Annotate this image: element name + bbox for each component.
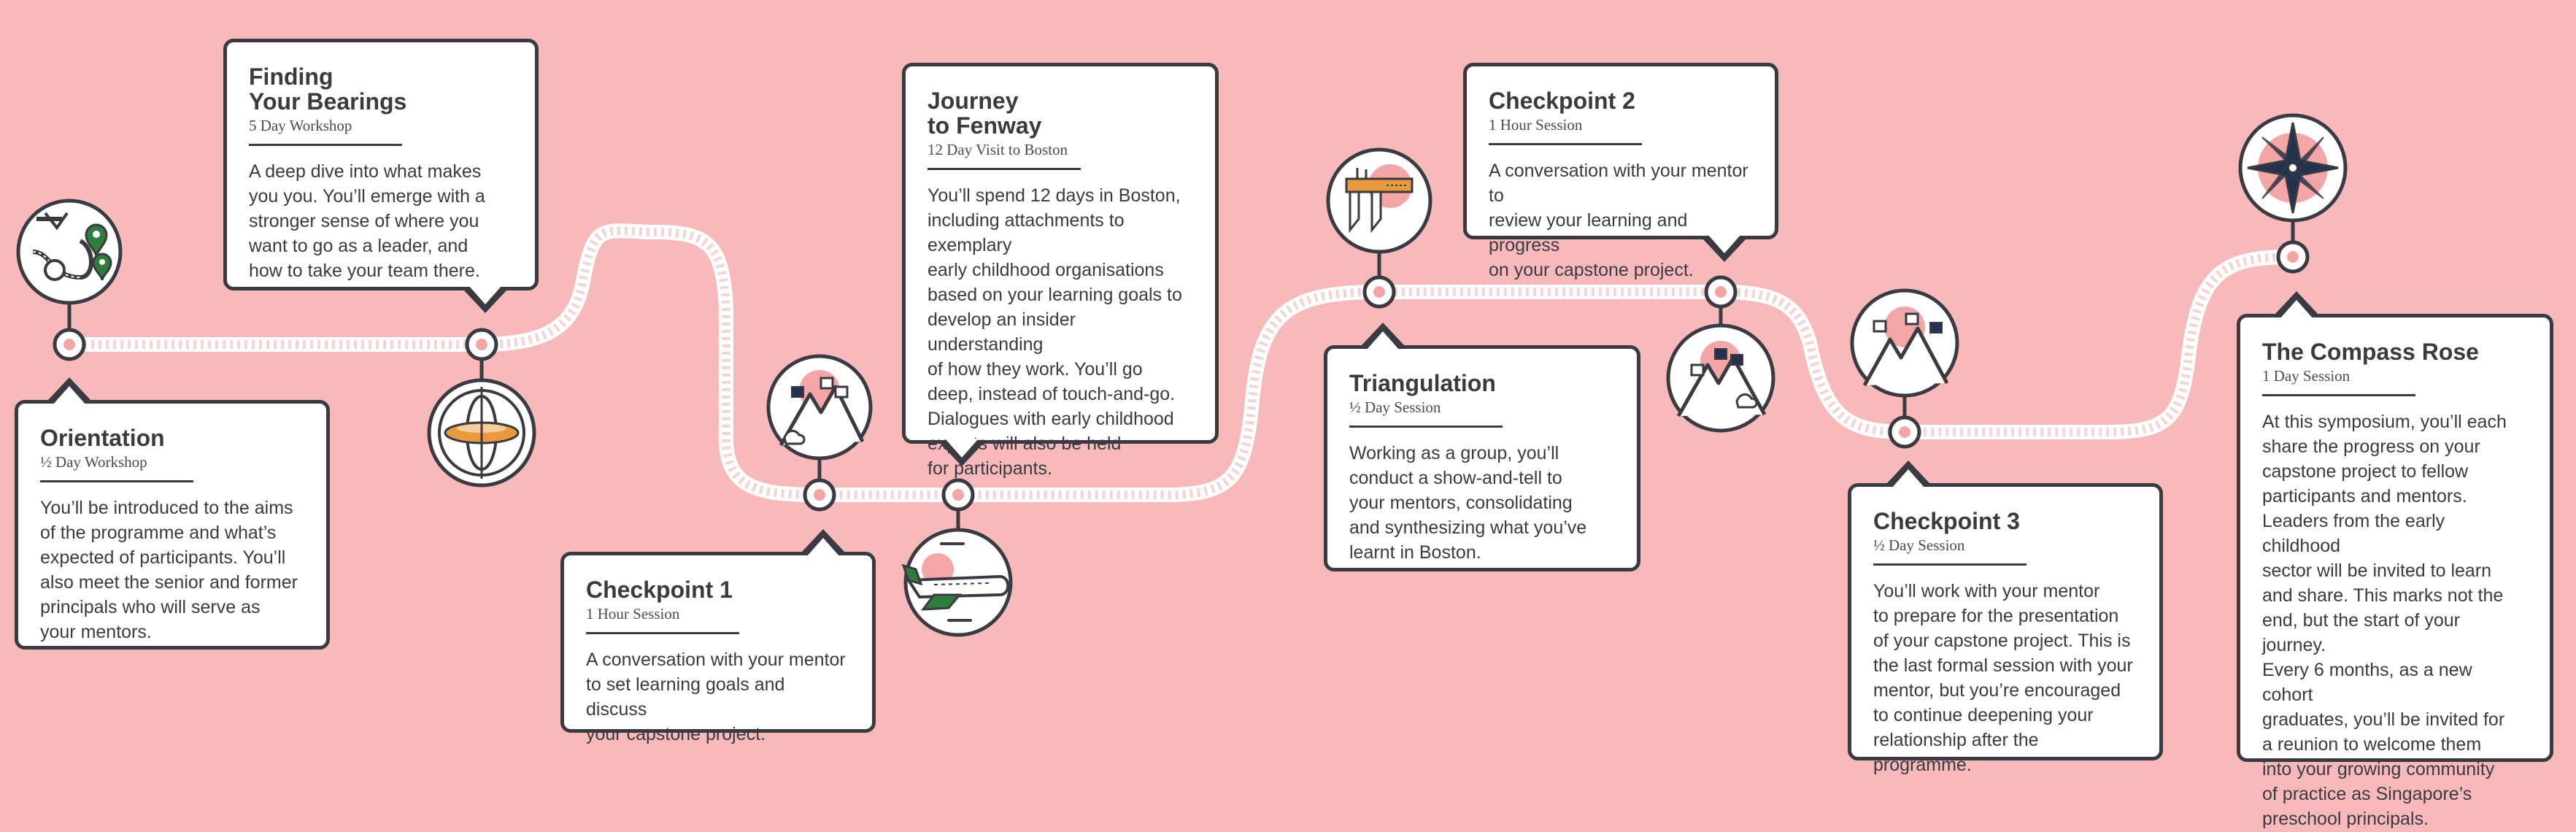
caliper-icon <box>1328 150 1430 252</box>
stage-title: Journey to Fenway <box>928 88 1042 139</box>
stage-title: Checkpoint 2 <box>1489 88 1635 114</box>
stage-description: A deep dive into what makes you you. You’ll emerge with a stronger sense of where you want to go as a leader, and how to take your team there. <box>249 161 485 281</box>
stage-subtitle: ½ Day Session <box>1349 398 1503 428</box>
stage-card-journey-to-fenway <box>902 63 1219 479</box>
map-route-icon <box>18 201 120 303</box>
stage-card-checkpoint-2 <box>1463 63 1778 280</box>
stage-card-finding-your-bearings <box>223 39 539 290</box>
stage-title: Orientation <box>40 425 165 451</box>
stage-description: A conversation with your mentor to review your learning and progress on your capstone project. <box>1489 161 1748 280</box>
stage-title: Triangulation <box>1349 370 1496 396</box>
stage-title: Checkpoint 3 <box>1873 508 2020 534</box>
stage-node-finding-your-bearings <box>429 330 534 485</box>
stage-subtitle: 12 Day Visit to Boston <box>928 141 1081 170</box>
stage-title: Finding Your Bearings <box>249 63 407 115</box>
stage-card-checkpoint-3 <box>1848 483 2163 775</box>
stage-description: Working as a group, you’ll conduct a show-and-tell to your mentors, consolidating and synthesizing what you’ve learnt in Boston. <box>1349 443 1587 563</box>
stage-subtitle: 1 Day Session <box>2262 367 2415 396</box>
stage-description: You’ll work with your mentor to prepare for the presentation of your capstone project. This is the last formal session with your mentor, but you’re encouraged to continue deepening your relationship after the programme. <box>1873 581 2133 775</box>
stage-node-orientation <box>18 201 120 359</box>
stage-node-journey-to-fenway <box>903 480 1011 635</box>
gyroscope-icon <box>429 380 534 485</box>
stage-card-orientation <box>15 400 330 650</box>
stage-title: Checkpoint 1 <box>586 577 733 603</box>
stage-description: You’ll spend 12 days in Boston, including attachments to exemplary early childhood organisations based on your learning goals to develop an insider understanding of how they work. You’ll go deep, instead of touch-and-go. Dialogues with early childhood experts will also be held for participants. <box>928 185 1182 479</box>
stage-description: At this symposium, you’ll each share the progress on your capstone project to fellow participants and mentors. Leaders from the early childhood sector will be invited to learn and share. This marks not the end, but the start of your journey. Every 6 months, as a new cohort graduates, you’ll be invited for a reunion to welcome them into your growing community of practice as Singapore’s preschool principals. <box>2262 412 2507 829</box>
stage-subtitle: 1 Hour Session <box>1489 116 1642 145</box>
airplane-icon <box>903 530 1011 635</box>
compass-rose-icon <box>2240 115 2345 220</box>
mountains-flags-icon <box>1852 290 1957 396</box>
mountains-flags-icon <box>768 356 871 458</box>
stage-card-triangulation <box>1324 345 1640 571</box>
stage-description: A conversation with your mentor to set learning goals and discuss your capstone project. <box>586 650 846 744</box>
stage-description: You’ll be introduced to the aims of the programme and what’s expected of participants. You’ll also meet the senior and former principals who will serve as your mentors. <box>40 498 298 642</box>
stage-title: The Compass Rose <box>2262 339 2479 365</box>
stage-node-the-compass-rose <box>2240 115 2345 271</box>
stage-node-triangulation <box>1328 150 1430 307</box>
stage-card-checkpoint-1 <box>560 552 876 744</box>
stage-card-the-compass-rose <box>2237 314 2553 829</box>
stage-subtitle: ½ Day Session <box>1873 536 2027 566</box>
stage-subtitle: 1 Hour Session <box>586 605 739 634</box>
stage-subtitle: 5 Day Workshop <box>249 117 402 146</box>
stage-subtitle: ½ Day Workshop <box>40 453 193 482</box>
mountains-flags-icon <box>1668 326 1773 431</box>
